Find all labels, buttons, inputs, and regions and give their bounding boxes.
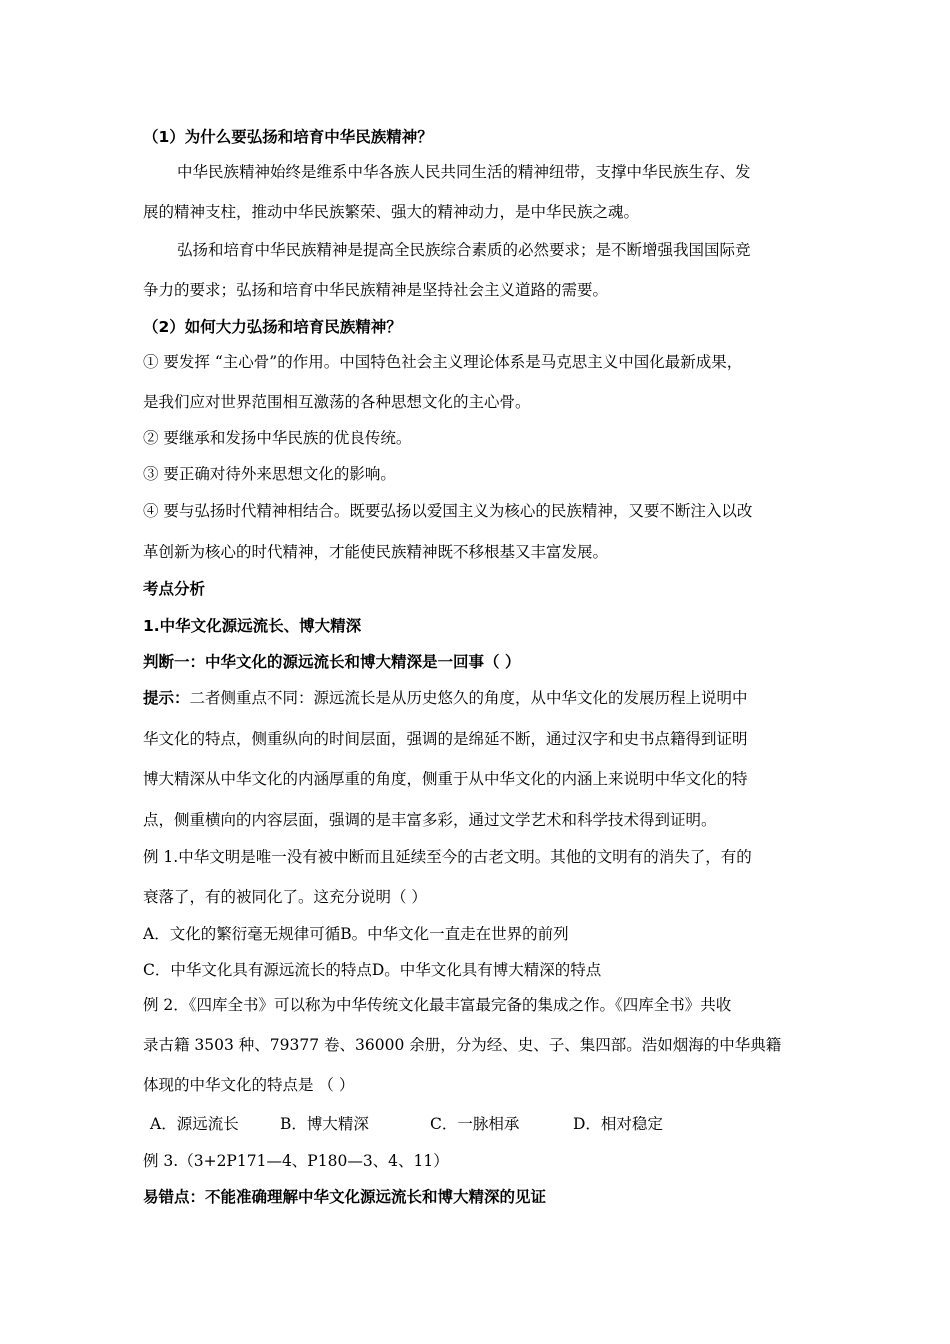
question-2-heading: （2）如何大力弘扬和培育民族精神？ xyxy=(143,318,402,336)
hint-line-2: 华文化的特点，侧重纵向的时间层面，强调的是绵延不断，通过汉字和史书点籍得到证明 xyxy=(143,730,748,748)
hint-line-1 xyxy=(143,688,748,708)
example-2-option-c: C．一脉相承 xyxy=(430,1115,520,1133)
example-1-options-ab: A．文化的繁衍毫无规律可循B。中华文化一直走在世界的前列 xyxy=(143,925,569,943)
example-2-options xyxy=(150,1114,663,1134)
example-2-line-1: 例 2．《四库全书》可以称为中华传统文化最丰富最完备的集成之作。《四库全书》共收 xyxy=(143,996,732,1014)
q1-paragraph-2-line-2: 争力的要求；弘扬和培育中华民族精神是坚持社会主义道路的需要。 xyxy=(143,281,609,299)
point-1-heading: 1.中华文化源远流长、博大精深 xyxy=(143,617,362,635)
q2-item-1-line-2: 是我们应对世界范围相互激荡的各种思想文化的主心骨。 xyxy=(143,393,531,411)
example-3: 例 3.（3+2P171—4、P180—3、4、11） xyxy=(143,1152,449,1170)
judgement-1: 判断一：中华文化的源远流长和博大精深是一回事（ ） xyxy=(143,653,521,671)
q1-paragraph-2-line-1: 弘扬和培育中华民族精神是提高全民族综合素质的必然要求；是不断增强我国国际竞 xyxy=(177,241,751,259)
q2-item-2: ② 要继承和发扬中华民族的优良传统。 xyxy=(143,429,412,447)
example-2-option-a: A．源远流长 xyxy=(150,1115,239,1133)
example-1-options-cd: C．中华文化具有源远流长的特点D。中华文化具有博大精深的特点 xyxy=(143,961,602,979)
q2-item-3: ③ 要正确对待外来思想文化的影响。 xyxy=(143,465,396,483)
example-2-option-d: D．相对稳定 xyxy=(573,1115,663,1133)
q1-paragraph-1-line-1: 中华民族精神始终是维系中华各族人民共同生活的精神纽带，支撑中华民族生存、发 xyxy=(177,163,751,181)
q2-item-4-line-2: 革创新为核心的时代精神，才能使民族精神既不移根基又丰富发展。 xyxy=(143,543,609,561)
example-2-line-3: 体现的中华文化的特点是 （ ） xyxy=(143,1076,355,1094)
q2-item-4-line-1: ④ 要与弘扬时代精神相结合。既要弘扬以爱国主义为核心的民族精神，又要不断注入以改 xyxy=(143,502,753,520)
hint-text-1: 二者侧重点不同：源远流长是从历史悠久的角度，从中华文化的发展历程上说明中 xyxy=(189,689,748,707)
example-2-option-b: B．博大精深 xyxy=(280,1115,369,1133)
example-2-line-2: 录古籍 3503 种、79377 卷、36000 余册，分为经、史、子、集四部。浩如烟海的中华典籍 xyxy=(143,1036,782,1054)
hint-line-3: 博大精深从中华文化的内涵厚重的角度，侧重于从中华文化的内涵上来说明中华文化的特 xyxy=(143,770,748,788)
hint-label: 提示： xyxy=(143,689,190,707)
question-1-heading: （1）为什么要弘扬和培育中华民族精神？ xyxy=(143,128,433,146)
analysis-heading: 考点分析 xyxy=(143,580,206,598)
example-1-line-1: 例 1.中华文明是唯一没有被中断而且延续至今的古老文明。其他的文明有的消失了，有的 xyxy=(143,848,752,866)
example-1-line-2: 衰落了，有的被同化了。这充分说明（ ） xyxy=(143,888,427,906)
q2-item-1-line-1: ① 要发挥 “主心骨”的作用。中国特色社会主义理论体系是马克思主义中国化最新成果， xyxy=(143,353,743,371)
q1-paragraph-1-line-2: 展的精神支柱，推动中华民族繁荣、强大的精神动力，是中华民族之魂。 xyxy=(143,203,640,221)
hint-line-4: 点，侧重横向的内容层面，强调的是丰富多彩，通过文学艺术和科学技术得到证明。 xyxy=(143,811,717,829)
error-point: 易错点：不能准确理解中华文化源远流长和博大精深的见证 xyxy=(143,1188,547,1206)
